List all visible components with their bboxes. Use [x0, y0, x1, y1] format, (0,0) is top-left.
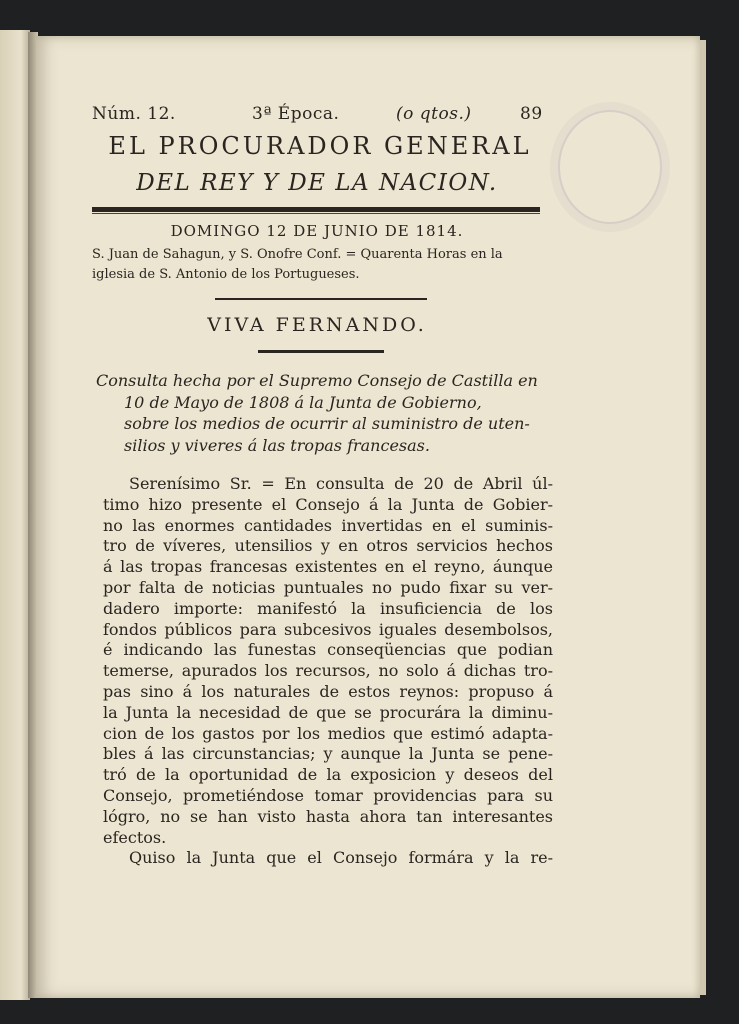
body-line: dadero importe: manifestó la insuficiencia de los [103, 598, 553, 618]
heading-line: 10 de Mayo de 1808 á la Junta de Gobierno, [124, 392, 482, 412]
body-line: tro de víveres, utensilios y en otros servicios hechos [103, 536, 553, 556]
body-line: timo hizo presente el Consejo á la Junta de Gobier- [103, 494, 553, 514]
body-line: á las tropas francesas existentes en el reyno, áunque [103, 557, 553, 577]
heading-line: silios y viveres á las tropas francesas. [124, 435, 430, 455]
motto-rule [258, 350, 384, 353]
saints-line: S. Juan de Sahagun, y S. Onofre Conf. = Quarenta Horas en la iglesia de S. Antonio de los Portugueses. [92, 247, 503, 282]
article-heading [96, 370, 548, 456]
heading-line: sobre los medios de ocurrir al suministro de uten- [124, 414, 530, 433]
motto: VIVA FERNANDO. [207, 314, 427, 336]
issue-quotes: (o qtos.) [396, 104, 472, 124]
body-line: tró de la oportunidad de la exposicion y deseos del [103, 765, 553, 785]
newspaper-title: EL PROCURADOR GENERAL [108, 132, 532, 160]
section-rule [215, 298, 427, 300]
body-line: no las enormes cantidades invertidas en el suminis- [103, 515, 553, 535]
body-line: la Junta la necesidad de que se procurára la diminu- [103, 702, 553, 722]
body-line: pas sino á los naturales de estos reynos: propuso á [103, 681, 553, 701]
body-line: lógro, no se han visto hasta ahora tan interesantes [103, 806, 553, 826]
newspaper-subtitle: DEL REY Y DE LA NACION. [136, 170, 498, 196]
heading-line: Consulta hecha por el Supremo Consejo de Castilla en [96, 371, 538, 390]
body-line: bles á las circunstancias; y aunque la Junta se pene- [103, 744, 553, 764]
issue-epoch: 3ª Época. [252, 104, 340, 124]
body-line: Serenísimo Sr. = En consulta de 20 de Abril úl- [129, 474, 553, 493]
facing-page-edge [0, 30, 30, 1000]
body-line: temerse, apurados los recursos, no solo á dichas tro- [103, 661, 553, 681]
masthead-rule-thin [92, 213, 540, 214]
date-line: DOMINGO 12 DE JUNIO DE 1814. [170, 222, 464, 240]
body-line: fondos públicos para subcesivos iguales desembolsos, [103, 619, 553, 639]
body-line: é indicando las funestas conseqüencias que podian [103, 640, 553, 660]
body-line: Quiso la Junta que el Consejo formára y la re- [129, 848, 553, 868]
body-line: por falta de noticias puntuales no pudo fixar su ver- [103, 577, 553, 597]
page-number: 89 [520, 104, 543, 124]
issue-number: Núm. 12. [92, 104, 176, 124]
body-line: Consejo, prometiéndose tomar providencias para su [103, 785, 553, 805]
masthead-rule [92, 207, 540, 212]
page-edge [700, 40, 706, 995]
library-stamp [558, 110, 662, 224]
body-line: efectos. [103, 827, 167, 847]
body-line: cion de los gastos por los medios que estimó adapta- [103, 723, 553, 743]
article-body [103, 474, 553, 869]
